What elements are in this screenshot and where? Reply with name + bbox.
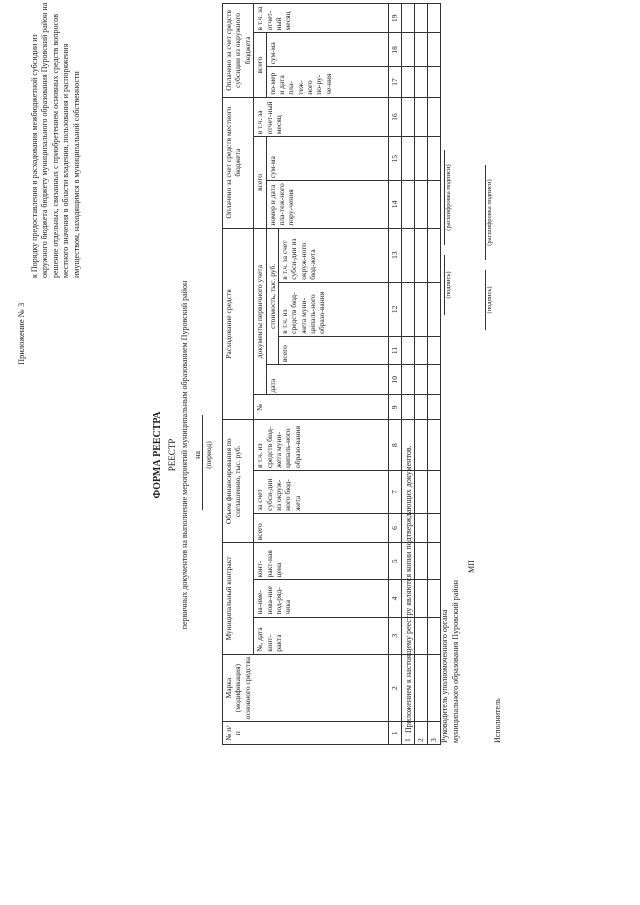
header-pl-sum: сум-ма bbox=[266, 137, 388, 181]
header-contract: Муниципальный контракт bbox=[223, 543, 254, 655]
register-subtitle: первичных документов на выполнение мероприятий муниципальным образованием Пуровский район bbox=[180, 280, 189, 630]
col-number: 6 bbox=[388, 513, 401, 542]
header-fin-subsidy: за счет субси-дии из окруж-ного бюд-жета bbox=[254, 471, 389, 514]
col-number: 16 bbox=[388, 97, 401, 137]
header-contractor: на-име-нова-ние под-ряд-чика bbox=[254, 580, 389, 617]
header-contract-no: №, дата конт-ракта bbox=[254, 617, 389, 654]
header-num: № п/п bbox=[223, 722, 389, 745]
col-number: 5 bbox=[388, 543, 401, 580]
col-number: 9 bbox=[388, 395, 401, 420]
register-na: на bbox=[193, 451, 202, 459]
column-numbers-row bbox=[388, 4, 401, 745]
col-number: 7 bbox=[388, 471, 401, 514]
header-mark: Марка (модификация) основного средства bbox=[223, 654, 389, 722]
header-fin-total: всего bbox=[254, 513, 389, 542]
col-number: 18 bbox=[388, 33, 401, 67]
header-pl-incl: в т.ч. за отчет-ный месяц bbox=[254, 97, 389, 137]
col-number: 8 bbox=[388, 420, 401, 471]
table-row bbox=[427, 4, 440, 745]
stamp-place: МП bbox=[467, 560, 476, 573]
row-number: 1 bbox=[401, 722, 414, 745]
header-contract-price: конт-ракт-ная цена bbox=[254, 543, 389, 580]
executor-signature-caption: (подпись) bbox=[486, 286, 493, 314]
col-number: 14 bbox=[388, 181, 401, 228]
header-exp-docs: документы первичного учета bbox=[254, 228, 266, 395]
header-ps-incl: в т.ч. за отчет-ный месяц bbox=[254, 4, 389, 33]
header-paid-subsidy: Оплачено за счет средств субсидии из окружного бюджета bbox=[223, 4, 254, 98]
col-number: 3 bbox=[388, 617, 401, 654]
col-number: 17 bbox=[388, 67, 401, 97]
head-title-line1: Руководитель уполномоченного органа bbox=[440, 609, 449, 743]
table-row bbox=[414, 4, 427, 745]
header-expenditure: Расходование средств bbox=[223, 228, 254, 420]
executor-label: Исполнитель bbox=[493, 698, 502, 743]
header-ps-num: по-мер и дата пла-теж-ного по-ру-че-ния bbox=[266, 67, 388, 97]
header-exp-total: всего bbox=[278, 336, 388, 364]
period-line bbox=[202, 415, 203, 510]
head-title-line2: муниципального образования Пуровский район bbox=[451, 580, 460, 743]
col-number: 1 bbox=[388, 722, 401, 745]
register-title: РЕЕСТР bbox=[167, 438, 177, 472]
head-signature-caption: (подпись) bbox=[445, 271, 452, 299]
col-number: 13 bbox=[388, 228, 401, 282]
header-ps-sum: сум-ма bbox=[266, 33, 388, 67]
header-financing: Объем финансирования по соглашению, тыс. руб. bbox=[223, 420, 254, 543]
header-exp-subsidy: в т.ч. за счет субси-дии из окруж-ного бюд-жета bbox=[278, 228, 388, 282]
col-number: 4 bbox=[388, 580, 401, 617]
col-number: 10 bbox=[388, 365, 401, 395]
header-fin-local: в т.ч. из средств бюд-жета муни-ципаль-ного образо-вания bbox=[254, 420, 389, 471]
row-number: 3 bbox=[427, 722, 440, 745]
col-number: 12 bbox=[388, 282, 401, 336]
header-paid-local: Оплачено за счет средств местного бюджета bbox=[223, 97, 254, 228]
col-number: 19 bbox=[388, 4, 401, 33]
header-exp-cost: стоимость, тыс. руб. bbox=[266, 228, 278, 364]
header-exp-date: дата bbox=[266, 365, 388, 395]
attachment-note: Приложением к настоящему реестру являются копии подтверждающих документов. bbox=[404, 445, 413, 733]
col-number: 2 bbox=[388, 654, 401, 722]
form-title: ФОРМА РЕЕСТРА bbox=[152, 411, 163, 499]
col-number: 11 bbox=[388, 336, 401, 364]
row-number: 2 bbox=[414, 722, 427, 745]
header-exp-local: в т.ч. из средств бюд-жета муни-ципаль-ного образо-вания bbox=[278, 282, 388, 336]
register-period-caption: (период) bbox=[204, 441, 213, 469]
executor-decode-caption: (расшифровка подписи) bbox=[486, 179, 493, 246]
header-pl-total: всего bbox=[254, 137, 266, 228]
header-pl-num: номер и дата пла-теж-ного пору-чения bbox=[266, 181, 388, 228]
appendix-reference-text: к Порядку предоставления и расходования межбюджетной субсидии из окружного бюджета бюджету муниципального образования Пуровский район на решение отдельных, связанных с приобретением основных средств вопросов местного значения в области владения, пользования и распоряжения имуществом, находящимся в муниципальной собственности bbox=[30, 2, 81, 278]
header-exp-no: № bbox=[254, 395, 389, 420]
appendix-number: Приложение № 3 bbox=[16, 302, 26, 365]
col-number: 15 bbox=[388, 137, 401, 181]
header-ps-total: всего bbox=[254, 33, 266, 97]
head-decode-caption: (расшифровка подписи) bbox=[445, 164, 452, 231]
